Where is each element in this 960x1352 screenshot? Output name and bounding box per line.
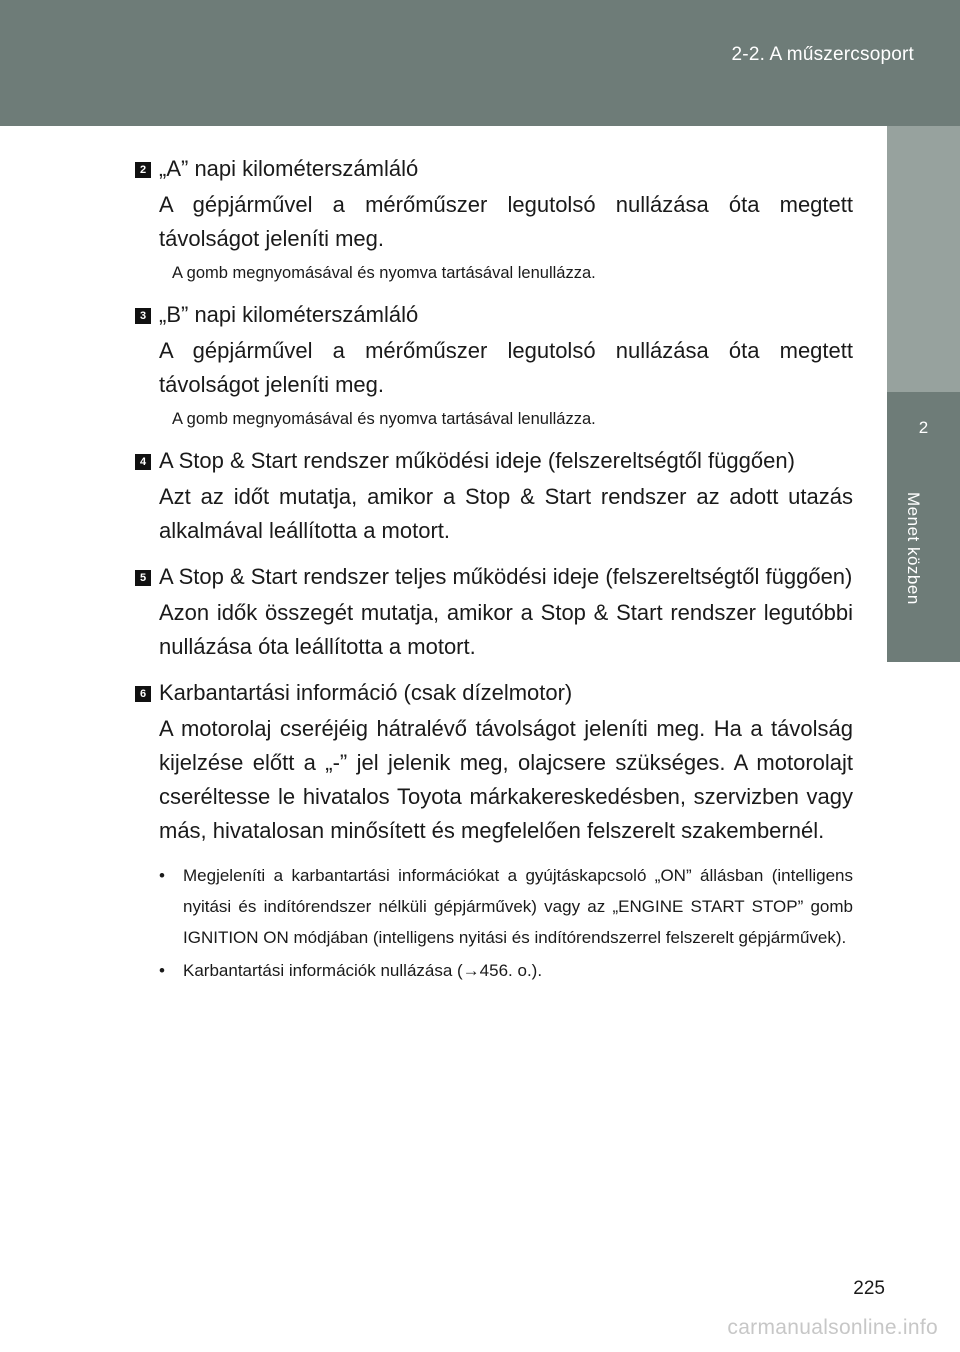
chapter-label: Menet közben (904, 492, 923, 605)
list-item (135, 444, 853, 548)
section-title: 2-2. A műszercsoport (731, 44, 914, 65)
list-item (135, 298, 853, 432)
list-item (135, 676, 853, 848)
page-content (135, 152, 853, 988)
list-item (135, 152, 853, 286)
bullet-dot: • (159, 866, 165, 885)
item-description: A motorolaj cseréjéig hátralévő távolságot jeleníti meg. Ha a távolság kijelzése előtt a „-” jel jelenik meg, olajcsere szükséges. A motorolajt cseréltesse le hivatalos Toyota márkakereskedésben, szervizben vagy más, hivatalosan minősített és megfelelően felszerelt szakembernél. (159, 716, 853, 843)
chapter-tab[interactable] (887, 392, 960, 662)
header-band (0, 0, 960, 126)
side-tab-upper (887, 126, 960, 392)
number-badge: 2 (135, 162, 151, 178)
bullet-list (159, 860, 853, 986)
item-title: Karbantartási információ (csak dízelmotor) (159, 680, 573, 705)
item-heading (135, 298, 853, 332)
item-title: A Stop & Start rendszer működési ideje (felszereltségtől függően) (159, 448, 795, 473)
page-number: 225 (853, 1278, 885, 1299)
list-item (135, 560, 853, 664)
item-heading (135, 560, 853, 594)
chapter-number: 2 (918, 418, 929, 437)
item-heading (135, 444, 853, 478)
item-description: Azon idők összegét mutatja, amikor a Stop & Start rendszer legutóbbi nullázása óta leállította a motort. (159, 600, 853, 659)
watermark: carmanualsonline.info (727, 1316, 938, 1339)
item-description: A gépjárművel a mérőműszer legutolsó nullázása óta megtett távolságot jeleníti meg. (159, 338, 853, 397)
item-description: A gépjárművel a mérőműszer legutolsó nullázása óta megtett távolságot jeleníti meg. (159, 192, 853, 251)
item-title: „A” napi kilométerszámláló (159, 156, 419, 181)
item-title: „B” napi kilométerszámláló (159, 302, 419, 327)
item-heading (135, 676, 853, 710)
number-badge: 4 (135, 454, 151, 470)
item-heading (135, 152, 853, 186)
bullet-text-page-reference[interactable]: Karbantartási információk nullázása (→456. o.). (183, 961, 543, 980)
bullet-dot: • (159, 961, 165, 980)
bullet-item[interactable] (159, 955, 853, 986)
number-badge: 5 (135, 570, 151, 586)
item-description: Azt az időt mutatja, amikor a Stop & Start rendszer az adott utazás alkalmával leállította a motort. (159, 484, 853, 543)
bullet-text: Megjeleníti a karbantartási információkat a gyújtáskapcsoló „ON” állásban (intelligens nyitási és indítórendszer nélküli gépjárművek) vagy az „ENGINE START STOP” gomb IGNITION ON módjában (intelligens nyitási és indítórendszerrel felszerelt gépjárművek). (183, 866, 853, 947)
item-note: A gomb megnyomásával és nyomva tartásával lenullázza. (172, 264, 596, 282)
bullet-item (159, 860, 853, 953)
number-badge: 6 (135, 686, 151, 702)
item-note: A gomb megnyomásával és nyomva tartásával lenullázza. (172, 410, 596, 428)
number-badge: 3 (135, 308, 151, 324)
item-title: A Stop & Start rendszer teljes működési ideje (felszereltségtől függően) (159, 564, 853, 589)
